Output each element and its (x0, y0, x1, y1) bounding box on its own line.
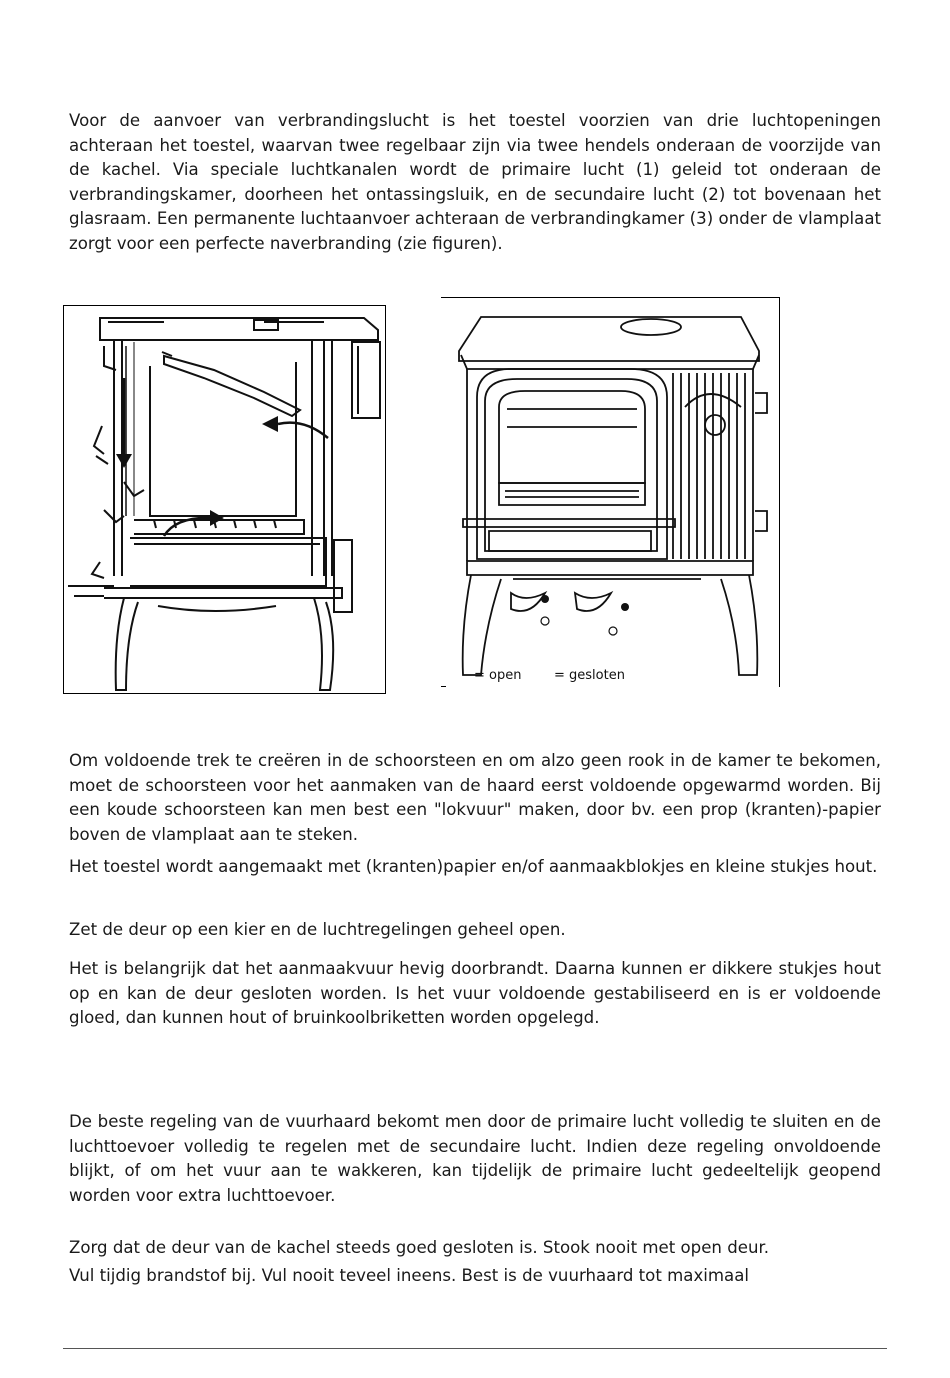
legend-closed: = gesloten (554, 668, 625, 683)
cross-section-drawing (64, 306, 385, 693)
closed-marker-icon-2 (609, 627, 617, 635)
open-marker-icon-2 (621, 603, 629, 611)
figure-frame-top (441, 297, 780, 298)
secondary-air-arrow (278, 423, 328, 438)
intro-paragraph: Voor de aanvoer van verbrandingslucht is het toestel voorzien van drie luchtopeningen achteraan het toestel, waarvan twee regelbaar zijn via twee hendels onderaan de voorzijde van de kachel. Via speciale luchtkanalen wordt de primaire lucht (1) geleid tot onderaan de verbrandingskamer, doorheen het ontassingsluik, en de secundaire lucht (2) tot bovenaan het glasraam. Een permanente luchtaanvoer achteraan de verbrandingkamer (3) onder de vlamplaat zorgt voor een perfecte naverbranding (zie figuren). (69, 111, 881, 253)
draft-paragraph: Om voldoende trek te creëren in de schoorsteen en om alzo geen rook in de kamer te bekomen, moet de schoorsteen voor het aanmaken van de haard eerst voldoende opgewarmd worden. Bij een koude schoorsteen kan men best een "lokvuur" maken, door bv. een prop (kranten)-papier boven de vlamplaat aan te steken. (69, 751, 881, 844)
footer-divider (63, 1348, 887, 1349)
regulation-paragraph: De beste regeling van de vuurhaard bekomt men door de primaire lucht volledig te sluiten en de luchttoevoer volledig te regelen met de secundaire lucht. Indien deze regeling onvoldoende blijkt, of om het vuur aan te wakkeren, kan tijdelijk de primaire lucht gedeeltelijk geopend worden voor extra luchttoevoer. (69, 1112, 881, 1205)
legend-open: = open (474, 668, 522, 683)
refuel-paragraph: Vul tijdig brandstof bij. Vul nooit teveel ineens. Best is de vuurhaard tot maximaal (69, 1266, 749, 1285)
down-arrow-head-icon (116, 454, 132, 468)
stove-front-figure (441, 297, 780, 687)
legend-tick (441, 686, 446, 687)
stove-cross-section-figure (63, 305, 386, 694)
open-marker-icon (541, 595, 549, 603)
lighting-paragraph: Het toestel wordt aangemaakt met (kranten)papier en/of aanmaakblokjes en kleine stukjes hout. (69, 857, 878, 876)
burn-paragraph: Het is belangrijk dat het aanmaakvuur hevig doorbrandt. Daarna kunnen er dikkere stukjes hout op en kan de deur gesloten worden. Is het vuur voldoende gestabiliseerd en is er voldoende gloed, dan kunnen hout of bruinkoolbriketten worden opgelegd. (69, 959, 881, 1027)
door-ajar-paragraph: Zet de deur op een kier en de luchtregelingen geheel open. (69, 920, 566, 939)
stove-front-drawing (441, 297, 780, 687)
door-closed-paragraph: Zorg dat de deur van de kachel steeds goed gesloten is. Stook nooit met open deur. (69, 1238, 770, 1257)
closed-marker-icon (541, 617, 549, 625)
primary-arrow-head-icon (210, 510, 224, 526)
figure-frame-right (779, 297, 780, 687)
secondary-arrow-head-icon (262, 416, 278, 432)
